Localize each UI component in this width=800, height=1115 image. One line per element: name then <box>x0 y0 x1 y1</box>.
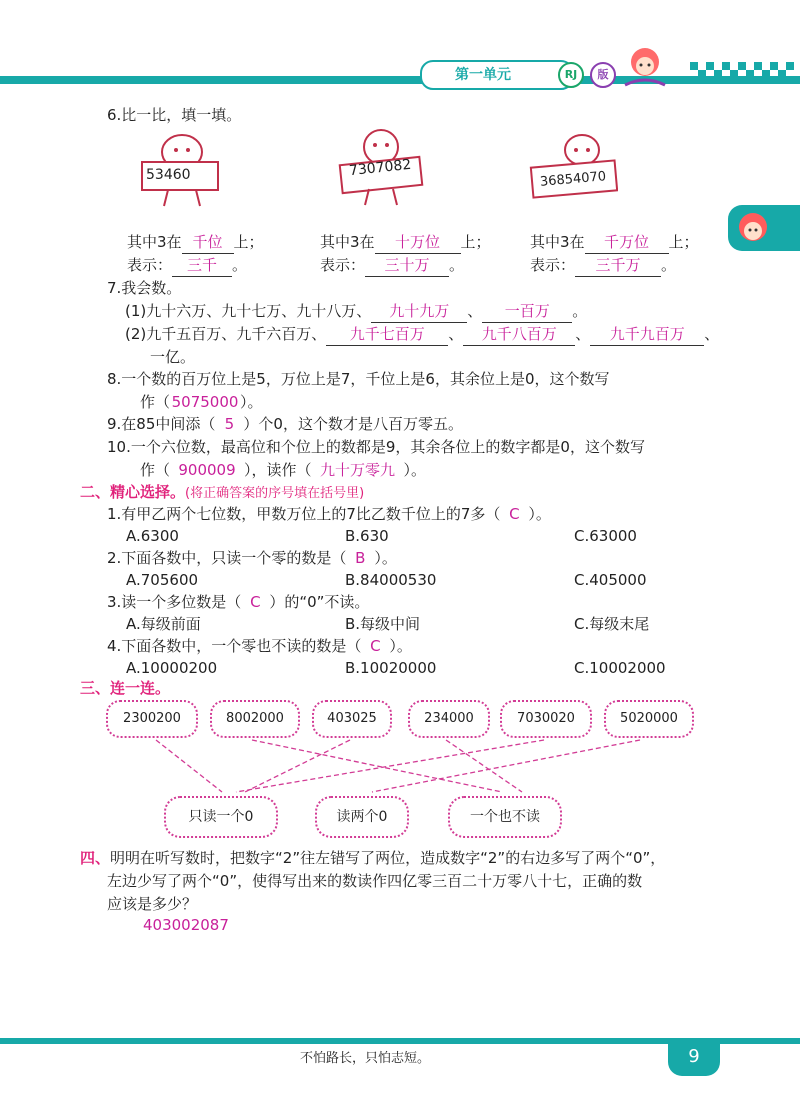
q6-suffix: 上； <box>460 233 491 251</box>
rj-badge: RJ <box>558 62 584 88</box>
option-a: A.6300 <box>126 527 179 545</box>
option-c: C.每级末尾 <box>574 615 650 633</box>
q7-text: (1)九十六万、九十七万、九十八万、 <box>125 302 372 320</box>
category-card-3[interactable]: 一个也不读 <box>448 796 562 838</box>
sep: 、 <box>448 325 464 343</box>
answer-blank: C <box>250 593 261 611</box>
category-card-2[interactable]: 读两个0 <box>315 796 409 838</box>
q9-text: ）个0，这个数才是八百万零五。 <box>243 415 463 433</box>
section-4-line-2: 左边少写了两个“0”，使得写出来的数读作四亿零三百二十万零八十七，正确的数 <box>107 872 643 890</box>
paren: ）。 <box>403 461 427 479</box>
number-card-6[interactable]: 5020000 <box>604 700 694 738</box>
q6-label: 表示： <box>530 256 576 274</box>
answer-meaning: 三千 <box>172 254 232 277</box>
number-card-5[interactable]: 7030020 <box>500 700 592 738</box>
option-a: A.705600 <box>126 571 199 589</box>
answer-blank: B <box>355 549 366 567</box>
paren: ），读作（ <box>244 461 312 479</box>
q6-suffix: 上； <box>668 233 699 251</box>
ban-badge: 版 <box>590 62 616 88</box>
sign-1: 53460 <box>146 167 191 183</box>
paren: 作（ <box>140 393 171 411</box>
q6-label: 表示： <box>127 256 173 274</box>
problem-text: 明明在听写数时，把数字“2”往左错写了两位，造成数字“2”的右边多写了两个“0”， <box>110 849 666 867</box>
answer-blank: 九千七百万 <box>326 323 448 346</box>
sign-2: 7307082 <box>348 156 413 180</box>
answer-blank: C <box>509 505 520 523</box>
paren: 作（ <box>140 461 171 479</box>
section-4-answer: 403002087 <box>143 916 229 934</box>
answer-blank: 5075000 <box>171 393 239 411</box>
choice-text: 3.读一个多位数是（ <box>107 593 242 611</box>
section-3-heading: 三、连一连。 <box>80 679 171 697</box>
option-b: B.630 <box>345 527 389 545</box>
answer-place: 千位 <box>182 231 234 254</box>
q7-tail: 一亿。 <box>150 348 196 366</box>
choice-end: ）的“0”不读。 <box>269 593 370 611</box>
q6-label: 表示： <box>320 256 366 274</box>
footer-motto: 不怕路长，只怕志短。 <box>300 1051 431 1066</box>
q6-title: 6.比一比，填一填。 <box>107 106 242 124</box>
answer-blank: 九千九百万 <box>590 323 704 346</box>
q7-text: (2)九千五百万、九千六百万、 <box>125 325 327 343</box>
q6-label: 其中3在 <box>530 233 585 251</box>
q6-suffix: 。 <box>661 256 677 274</box>
q8-text: 8.一个数的百万位上是5，万位上是7，千位上是6，其余位上是0，这个数写 <box>107 370 610 388</box>
section-4-line-3: 应该是多少？ <box>107 895 198 913</box>
number-card-3[interactable]: 403025 <box>312 700 392 738</box>
option-c: C.10002000 <box>574 659 666 677</box>
q6-label: 其中3在 <box>320 233 375 251</box>
q6-suffix: 。 <box>232 256 248 274</box>
option-a: A.每级前面 <box>126 615 201 633</box>
sep: 、 <box>467 302 483 320</box>
number-card-4[interactable]: 234000 <box>408 700 490 738</box>
answer-meaning: 三千万 <box>575 254 661 277</box>
answer-meaning: 三十万 <box>365 254 449 277</box>
q7-title: 7.我会数。 <box>107 279 182 297</box>
choice-text: 4.下面各数中，一个零也不读的数是（ <box>107 637 362 655</box>
q6-suffix: 上； <box>233 233 264 251</box>
choice-end: ）。 <box>389 637 412 655</box>
paren: ）。 <box>240 393 263 411</box>
section-title: 四、 <box>80 849 111 867</box>
page-number: 9 <box>668 1040 720 1076</box>
q9-text: 9.在85中间添（ <box>107 415 216 433</box>
sep: 、 <box>704 325 720 343</box>
sep: 、 <box>575 325 591 343</box>
answer-place: 千万位 <box>585 231 669 254</box>
answer-place: 十万位 <box>375 231 461 254</box>
answer-blank: 5 <box>224 415 235 433</box>
choice-end: ）。 <box>374 549 397 567</box>
sign-3: 36854070 <box>539 169 607 190</box>
answer-blank: C <box>370 637 381 655</box>
section-title: 二、精心选择。 <box>80 483 186 501</box>
choice-text: 2.下面各数中，只读一个零的数是（ <box>107 549 347 567</box>
answer-blank: 九十万零九 <box>320 461 396 479</box>
option-b: B.10020000 <box>345 659 437 677</box>
category-card-1[interactable]: 只读一个0 <box>164 796 278 838</box>
answer-blank: 900009 <box>178 461 236 479</box>
number-card-1[interactable]: 2300200 <box>106 700 198 738</box>
end: 。 <box>572 302 588 320</box>
section-4-line-1 <box>80 847 665 869</box>
q6-label: 其中3在 <box>127 233 182 251</box>
answer-blank: 九十九万 <box>371 300 467 323</box>
choice-end: ）。 <box>528 505 551 523</box>
option-b: B.84000530 <box>345 571 437 589</box>
option-c: C.63000 <box>574 527 637 545</box>
option-a: A.10000200 <box>126 659 218 677</box>
unit-title: 第一单元 <box>455 67 511 83</box>
choice-text: 1.有甲乙两个七位数，甲数万位上的7比乙数千位上的7多（ <box>107 505 501 523</box>
section-note: (将正确答案的序号填在括号里) <box>185 486 365 501</box>
q10-text: 10.一个六位数，最高位和个位上的数都是9，其余各位上的数字都是0，这个数写 <box>107 438 645 456</box>
q6-suffix: 。 <box>449 256 465 274</box>
number-card-2[interactable]: 8002000 <box>210 700 300 738</box>
answer-blank: 九千八百万 <box>463 323 575 346</box>
option-b: B.每级中间 <box>345 615 421 633</box>
answer-blank: 一百万 <box>482 300 572 323</box>
option-c: C.405000 <box>574 571 647 589</box>
